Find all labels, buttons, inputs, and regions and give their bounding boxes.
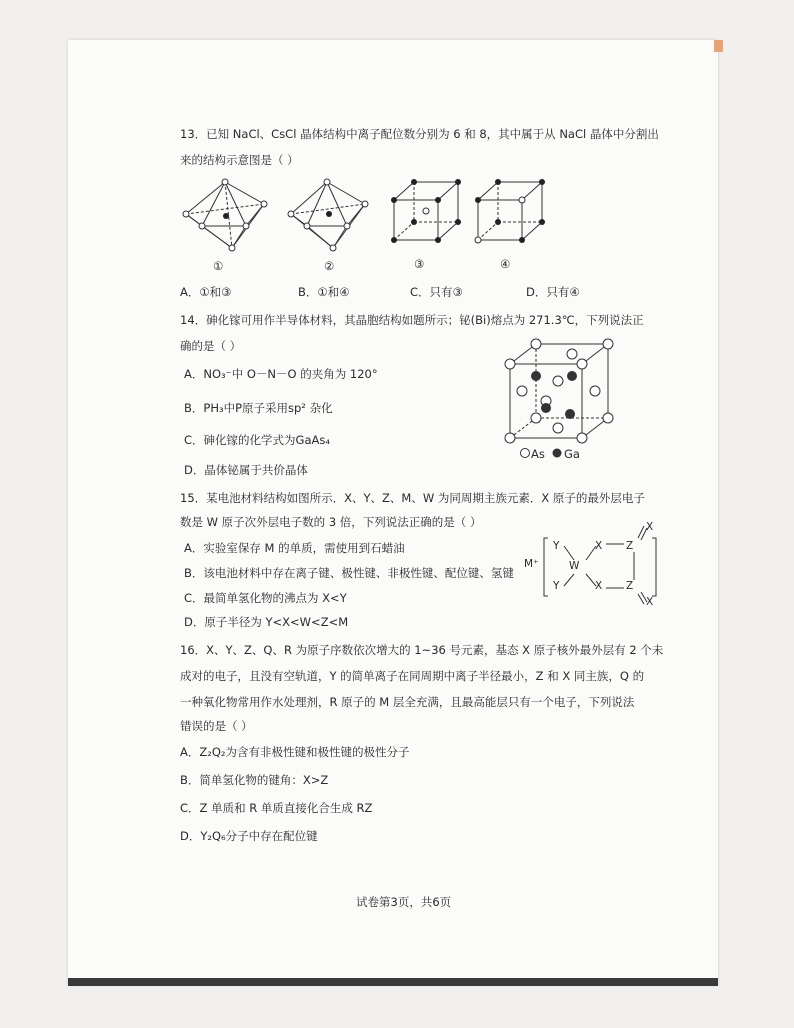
q16-option-d: D．Y₂Q₆分子中存在配位键 [180, 829, 318, 843]
q16-stem-line4: 错误的是（ ） [180, 719, 253, 733]
q15-stem-line2: 数是 W 原子次外层电子数的 3 倍，下列说法正确的是（ ） [180, 515, 482, 529]
q14-option-c: C．砷化镓的化学式为GaAs₄ [184, 433, 330, 447]
q13-figure-3 [388, 178, 468, 248]
struct-x-dbl-top: X [646, 521, 654, 533]
scan-edge [68, 978, 718, 986]
q13-option-d: D．只有④ [526, 285, 580, 299]
legend-as-label: As [531, 447, 545, 461]
struct-z-bottom: Z [626, 580, 634, 592]
q14-option-a: A．NO₃⁻中 O－N－O 的夹角为 120° [184, 367, 378, 381]
legend-ga-label: Ga [564, 447, 580, 461]
q13-option-c: C．只有③ [410, 285, 463, 299]
q16-stem-line1: 16．X、Y、Z、Q、R 为原子序数依次增大的 1~36 号元素，基态 X 原子核外最外层有 2 个未 [180, 643, 664, 657]
struct-x-bottom: X [595, 580, 603, 592]
struct-z-top: Z [626, 540, 634, 552]
legend-ga-swatch [552, 448, 562, 458]
page-footer: 试卷第3页，共6页 [356, 895, 452, 909]
legend-as-swatch [520, 448, 530, 458]
q13-figure-1 [180, 178, 270, 258]
q13-figure-3-label: ③ [414, 257, 425, 271]
q13-figure-4 [470, 178, 550, 248]
q13-stem-line2: 来的结构示意图是（ ） [180, 153, 299, 167]
q13-figure-2 [285, 178, 375, 258]
q16-option-c: C．Z 单质和 R 单质直接化合生成 RZ [180, 801, 373, 815]
q16-option-a: A．Z₂Q₂为含有非极性键和极性键的极性分子 [180, 745, 410, 759]
q15-option-a: A．实验室保存 M 的单质，需使用到石蜡油 [184, 541, 405, 555]
q15-option-c: C．最简单氢化物的沸点为 X<Y [184, 591, 347, 605]
struct-y-bottom: Y [553, 580, 560, 592]
q15-option-b: B．该电池材料中存在离子键、极性键、非极性键、配位键、氢键 [184, 566, 514, 580]
struct-m-ion: M⁺ [524, 558, 539, 570]
struct-x-dbl-bottom: X [646, 596, 654, 608]
q14-gaas-unit-cell [500, 336, 618, 446]
struct-x-top: X [595, 540, 603, 552]
q14-stem-line2: 确的是（ ） [180, 339, 242, 353]
q15-option-d: D．原子半径为 Y<X<W<Z<M [184, 615, 349, 629]
q16-stem-line3: 一种氧化物常用作水处理剂，R 原子的 M 层全充满，且最高能层只有一个电子，下列说法 [180, 695, 635, 709]
struct-y-top: Y [553, 540, 560, 552]
q13-option-b: B．①和④ [298, 285, 350, 299]
q13-option-a: A．①和③ [180, 285, 232, 299]
q15-structure-diagram [526, 524, 666, 608]
q14-option-b: B．PH₃中P原子采用sp² 杂化 [184, 401, 333, 415]
corner-tab [714, 40, 723, 52]
struct-w-center: W [569, 560, 580, 572]
q13-figure-1-label: ① [213, 259, 224, 273]
q14-option-d: D．晶体铋属于共价晶体 [184, 463, 308, 477]
q16-option-b: B．简单氢化物的键角：X>Z [180, 773, 329, 787]
q13-figure-2-label: ② [324, 259, 335, 273]
q16-stem-line2: 成对的电子，且没有空轨道，Y 的简单离子在同周期中离子半径最小，Z 和 X 同主族，Q 的 [180, 669, 645, 683]
q13-stem-line1: 13．已知 NaCl、CsCl 晶体结构中离子配位数分别为 6 和 8，其中属于从 NaCl 晶体中分割出 [180, 127, 659, 141]
q13-figure-4-label: ④ [500, 257, 511, 271]
q14-stem-line1: 14．砷化镓可用作半导体材料，其晶胞结构如题所示；铋(Bi)熔点为 271.3℃，下列说法正 [180, 313, 644, 327]
q15-stem-line1: 15．某电池材料结构如图所示．X、Y、Z、M、W 为同周期主族元素．X 原子的最外层电子 [180, 491, 645, 505]
